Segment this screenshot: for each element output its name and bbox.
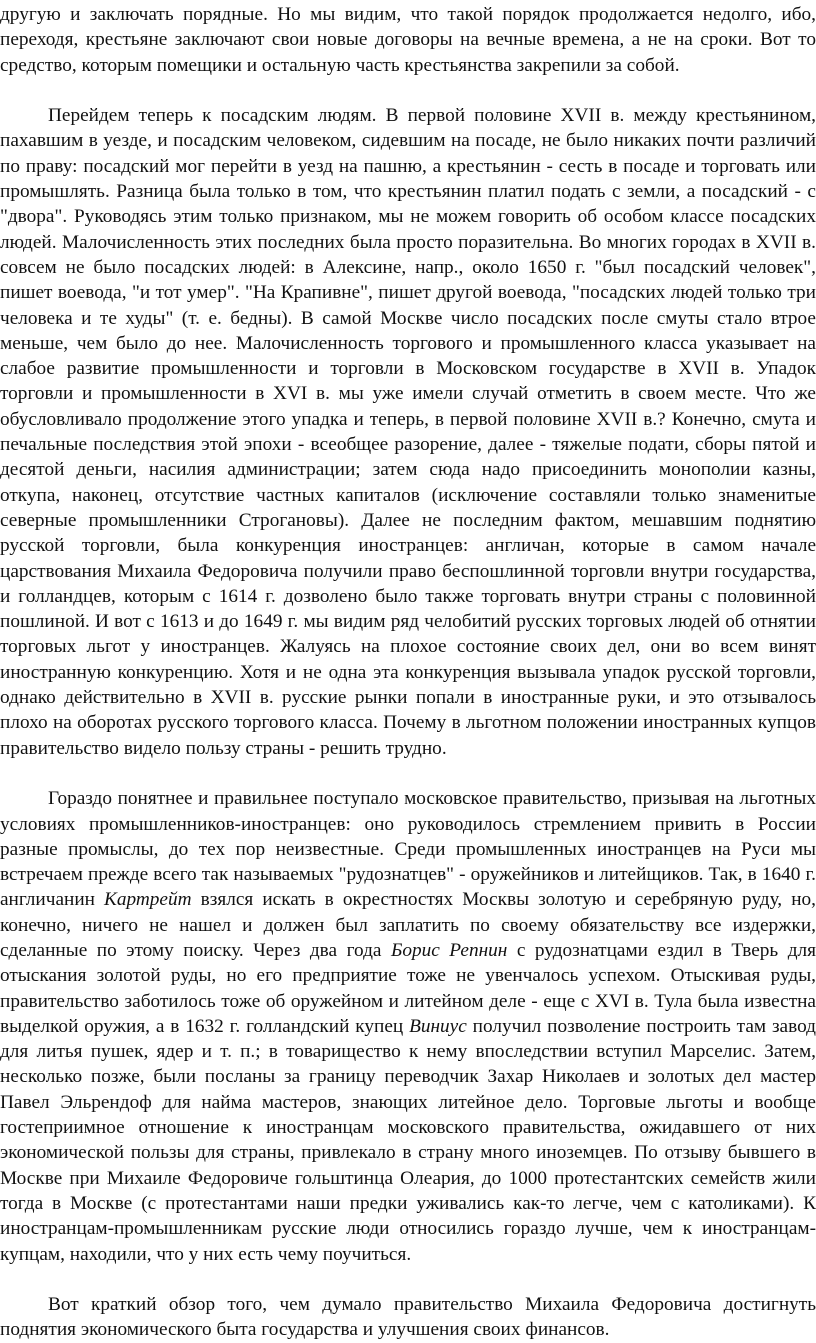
paragraph-text: с рудознатцами ездил в Тверь для отыскания золотой руды, но его предприятие тоже не увенчалось успехом. Отыскивая руды, правительство заботилось тоже об оружейном и литейном деле - еще с XVI в. Тула была известна выделкой оружия, а в 1632 г. голландский купец: [0, 939, 816, 1037]
paragraph-foreign-industrialists: [0, 786, 816, 1267]
paragraph-text: другую и заключать порядные. Но мы видим, что такой порядок продолжается недолго, ибо, переходя, крестьяне заключают свои новые договоры на вечные времена, а не на сроки. Вот то средство, которым помещики и остальную часть крестьянства закрепили за собой.: [0, 4, 816, 76]
paragraph-gap: [0, 761, 816, 786]
paragraph-gap: [0, 1267, 816, 1292]
paragraph-summary: [0, 1292, 816, 1343]
name-boris-repnin: Борис Репнин: [390, 939, 508, 961]
paragraph-posad-people: [0, 103, 816, 761]
paragraph-text: получил позволение построить там завод для литья пушек, ядер и т. п.; в товарищество к нему впоследствии вступил Марселис. Затем, несколько позже, были посланы за границу переводчик Захар Николаев и золотых дел мастер Павел Эльрендоф для найма мастеров, знающих литейное дело. Торговые льготы и вообще гостеприимное отношение к иностранцам московского правительства, ожидавшего от них экономической пользы для страны, привлекало в страну много иноземцев. По отзыву бывшего в Москве при Михаиле Федоровиче гольштинца Олеария, до 1000 протестантских семейств жили тогда в Москве (с протестантами наши предки уживались как-то легче, чем с католиками). К иностранцам-промышленникам русские люди относились гораздо лучше, чем к иностранцам-купцам, находили, что у них есть чему поучиться.: [0, 1015, 816, 1265]
paragraph-text: Гораздо понятнее и правильнее поступало московское правительство, призывая на льготных условиях промышленников-иностранцев: оно руководилось стремлением привить в России разные промыслы, до тех пор неизвестные. Среди промышленных иностранцев на Руси мы встречаем прежде всего так называемых "рудознатцев" - оружейников и литейщиков. Так, в 1640 г. англичанин: [0, 788, 816, 911]
name-kartreit: Картрейт: [104, 889, 192, 911]
paragraph-text: Перейдем теперь к посадским людям. В первой половине XVII в. между крестьянином, пахавшим в уезде, и посадским человеком, сидевшим на посаде, не было никаких почти различий по праву: посадский мог перейти в уезд на пашню, а крестьянин - сесть в посаде и торговать или промышлять. Разница была только в том, что крестьянин платил подать с земли, а посадский - с "двора". Руководясь этим только признаком, мы не можем говорить об особом классе посадских людей. Малочисленность этих последних была просто поразительна. Во многих городах в XVII в. совсем не было посадских людей: в Алексине, напр., около 1650 г. "был посадский человек", пишет воевода, "и тот умер". "На Крапивне", пишет другой воевода, "посадских людей только три человека и те худы" (т. е. бедны). В самой Москве число посадских после смуты стало втрое меньше, чем было до нее. Малочисленность торгового и промышленного класса указывает на слабое развитие промышленности и торговли в Московском государстве в XVII в. Упадок торговли и промышленности в XVI в. мы уже имели случай отметить в своем месте. Что же обусловливало продолжение этого упадка и теперь, в первой половине XVII в.? Конечно, смута и печальные последствия этой эпохи - всеобщее разорение, далее - тяжелые подати, сборы пятой и десятой деньги, насилия администрации; затем сюда надо присоединить монополии казны, откупа, наконец, отсутствие частных капиталов (исключение составляли только знаменитые северные промышленники Строгановы). Далее не последним фактом, мешавшим поднятию русской торговли, была конкуренция иностранцев: англичан, которые в самом начале царствования Михаила Федоровича получили право беспошлинной торговли внутри государства, и голландцев, которым с 1614 г. дозволено было также торговать внутри страны с половинной пошлиной. И вот с 1613 и до 1649 г. мы видим ряд челобитий русских торговых людей об отнятии торговых льгот у иностранцев. Жалуясь на плохое состояние своих дел, они во всем винят иностранную конкуренцию. Хотя и не одна эта конкуренция вызывала упадок русской торговли, однако действительно в XVII в. русские рынки попали в иностранные руки, и это отзывалось плохо на оборотах русского торгового класса. Почему в льготном положении иностранных купцов правительство видело пользу страны - решить трудно.: [0, 105, 816, 759]
paragraph-text: Вот краткий обзор того, чем думало правительство Михаила Федоровича достигнуть поднятия экономического быта государства и улучшения своих финансов.: [0, 1294, 816, 1341]
paragraph-gap: [0, 78, 816, 103]
name-vinius: Виниус: [409, 1015, 467, 1037]
paragraph-continuation: [0, 2, 816, 78]
paragraph-text: взялся искать в окрестностях Москвы золотую и серебряную руду, но, конечно, ничего не нашел и должен был заплатить по своему обязательству все издержки, сделанные по этому поиску. Через два года: [0, 889, 816, 961]
